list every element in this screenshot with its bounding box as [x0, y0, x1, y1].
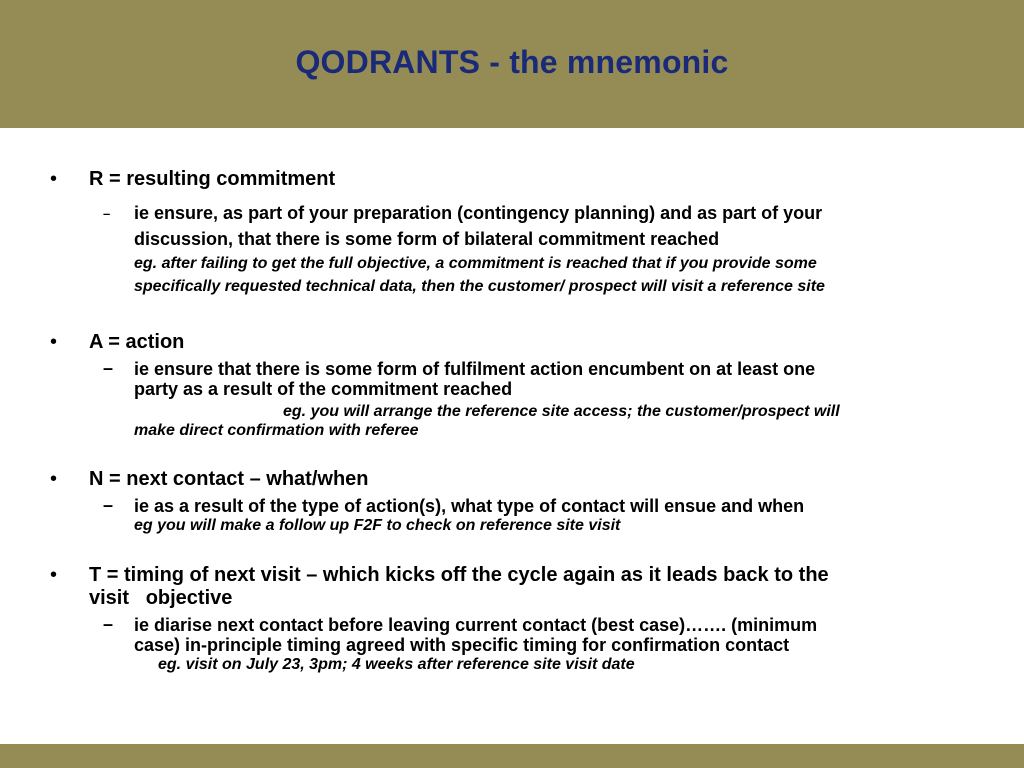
- bullet-t: •: [50, 564, 58, 586]
- detail-a-line-2: party as a result of the commitment reached: [134, 379, 513, 399]
- heading-timing-line-1: T = timing of next visit – which kicks off the cycle again as it leads back to the: [89, 564, 829, 586]
- bullet-n: •: [50, 468, 58, 490]
- detail-n-line-1: ie as a result of the type of action(s), what type of contact will ensue and when: [134, 496, 805, 516]
- example-t-line-1: eg. visit on July 23, 3pm; 4 weeks after reference site visit date: [158, 656, 635, 673]
- detail-r-line-1: ie ensure, as part of your preparation (contingency planning) and as part of your: [134, 203, 823, 223]
- dash-a: –: [103, 358, 114, 378]
- detail-r-line-2: discussion, that there is some form of bilateral commitment reached: [134, 229, 720, 249]
- dash-n: –: [103, 495, 114, 515]
- example-r-line-2: specifically requested technical data, then the customer/ prospect will visit a reference site: [134, 278, 825, 295]
- example-n-line-1: eg you will make a follow up F2F to check on reference site visit: [134, 517, 621, 534]
- detail-a-line-1: ie ensure that there is some form of fulfilment action encumbent on at least one: [134, 359, 816, 379]
- example-r-line-1: eg. after failing to get the full objective, a commitment is reached that if you provide some: [134, 255, 817, 272]
- detail-t-line-1: ie diarise next contact before leaving current contact (best case)……. (minimum: [134, 615, 818, 635]
- detail-t-line-2: case) in-principle timing agreed with specific timing for confirmation contact: [134, 635, 790, 655]
- bullet-a: •: [50, 331, 58, 353]
- dash-r: –: [103, 206, 111, 221]
- bullet-r: •: [50, 168, 58, 190]
- heading-action: A = action: [89, 331, 185, 353]
- example-a-line-2: make direct confirmation with referee: [134, 422, 419, 439]
- example-a-line-1: eg. you will arrange the reference site access; the customer/prospect will: [283, 403, 840, 420]
- slide-title: QODRANTS - the mnemonic: [295, 44, 729, 80]
- heading-next-contact: N = next contact – what/when: [89, 468, 369, 490]
- heading-timing-line-2: visit objective: [89, 587, 233, 609]
- dash-t: –: [103, 614, 114, 634]
- footer-band: [0, 744, 1024, 768]
- heading-resulting-commitment: R = resulting commitment: [89, 168, 336, 190]
